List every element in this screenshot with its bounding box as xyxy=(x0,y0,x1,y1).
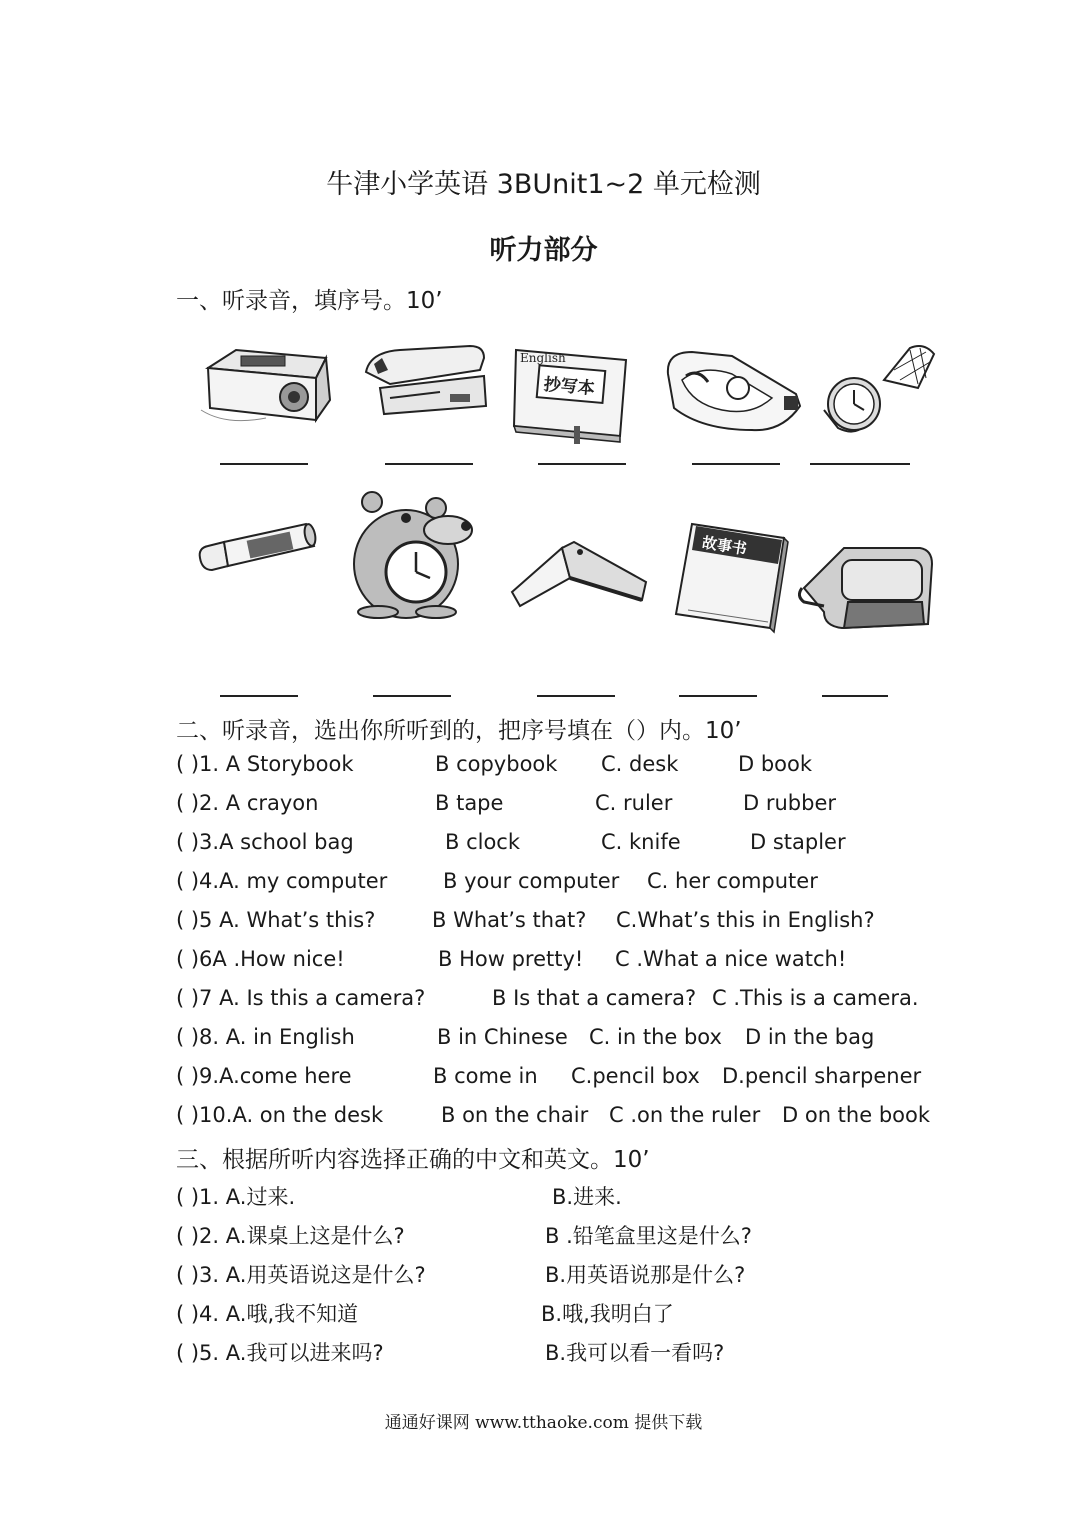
question-stem: ( )4. A.哦,我不知道 xyxy=(176,1302,359,1326)
crayon-icon xyxy=(194,516,320,578)
option-b: B How pretty! xyxy=(438,947,584,971)
option-c: C .on the ruler xyxy=(609,1103,761,1127)
pencil-sharpener-icon xyxy=(196,340,336,430)
question-stem: ( )1. A Storybook xyxy=(176,752,354,776)
option-b: B copybook xyxy=(435,752,558,776)
footer-source: 通通好课网 www.tthaoke.com 提供下载 xyxy=(384,1413,703,1433)
option-d: D on the book xyxy=(782,1103,931,1127)
option-d: D rubber xyxy=(743,791,837,815)
option-c: C. ruler xyxy=(595,791,673,815)
copybook-chinese-label: 抄写本 xyxy=(542,374,596,400)
option-d: D book xyxy=(738,752,813,776)
option-d: D stapler xyxy=(750,830,846,854)
question-stem: ( )1. A.过来. xyxy=(176,1185,296,1209)
bear-clock-icon xyxy=(344,488,478,620)
copybook-english-label: English xyxy=(520,351,566,365)
option-b: B.用英语说那是什么? xyxy=(545,1263,746,1287)
pencil-box-icon xyxy=(662,344,804,436)
option-c: C .This is a camera. xyxy=(712,986,919,1010)
option-b: B What’s that? xyxy=(432,908,587,932)
page-title: 牛津小学英语 3BUnit1~2 单元检测 xyxy=(326,169,761,200)
school-bag-icon xyxy=(794,540,936,632)
question-stem: ( )3.A school bag xyxy=(176,830,354,854)
question-stem: ( )9.A.come here xyxy=(176,1064,352,1088)
stapler-icon xyxy=(360,342,492,422)
option-b: B your computer xyxy=(443,869,620,893)
knife-icon xyxy=(508,538,650,610)
option-c: C. knife xyxy=(601,830,681,854)
option-b: B.哦,我明白了 xyxy=(541,1302,674,1326)
question-stem: ( )8. A. in English xyxy=(176,1025,355,1049)
storybook-icon xyxy=(672,520,790,634)
question-stem: ( )7 A. Is this a camera? xyxy=(176,986,426,1010)
section-2-heading: 二、听录音，选出你所听到的，把序号填在（）内。10’ xyxy=(176,718,742,744)
option-d: D in the bag xyxy=(745,1025,875,1049)
section-3-heading: 三、根据所听内容选择正确的中文和英文。10’ xyxy=(176,1147,650,1173)
page-subtitle: 听力部分 xyxy=(489,235,598,266)
question-stem: ( )2. A crayon xyxy=(176,791,319,815)
question-stem: ( )5. A.我可以进来吗? xyxy=(176,1341,384,1365)
watch-icon xyxy=(814,340,938,440)
section-1-heading: 一、听录音，填序号。10’ xyxy=(176,288,443,314)
question-stem: ( )3. A.用英语说这是什么? xyxy=(176,1263,426,1287)
option-b: B Is that a camera? xyxy=(492,986,697,1010)
copybook-icon xyxy=(510,340,632,446)
option-c: C. desk xyxy=(601,752,679,776)
question-stem: ( )10.A. on the desk xyxy=(176,1103,384,1127)
option-c: C. in the box xyxy=(589,1025,722,1049)
option-c: C. her computer xyxy=(647,869,818,893)
storybook-chinese-label: 故事书 xyxy=(700,533,749,559)
option-b: B come in xyxy=(433,1064,538,1088)
option-d: D.pencil sharpener xyxy=(722,1064,922,1088)
option-b: B.我可以看一看吗? xyxy=(545,1341,725,1365)
option-b: B .铅笔盒里这是什么? xyxy=(545,1224,752,1248)
option-b: B in Chinese xyxy=(437,1025,568,1049)
question-stem: ( )4.A. my computer xyxy=(176,869,388,893)
question-stem: ( )5 A. What’s this? xyxy=(176,908,376,932)
option-b: B tape xyxy=(435,791,504,815)
option-b: B clock xyxy=(445,830,521,854)
question-stem: ( )2. A.课桌上这是什么? xyxy=(176,1224,405,1248)
option-c: C.What’s this in English? xyxy=(616,908,875,932)
option-b: B on the chair xyxy=(441,1103,589,1127)
option-c: C .What a nice watch! xyxy=(615,947,847,971)
option-c: C.pencil box xyxy=(571,1064,700,1088)
question-stem: ( )6A .How nice! xyxy=(176,947,345,971)
option-b: B.进来. xyxy=(552,1185,622,1209)
